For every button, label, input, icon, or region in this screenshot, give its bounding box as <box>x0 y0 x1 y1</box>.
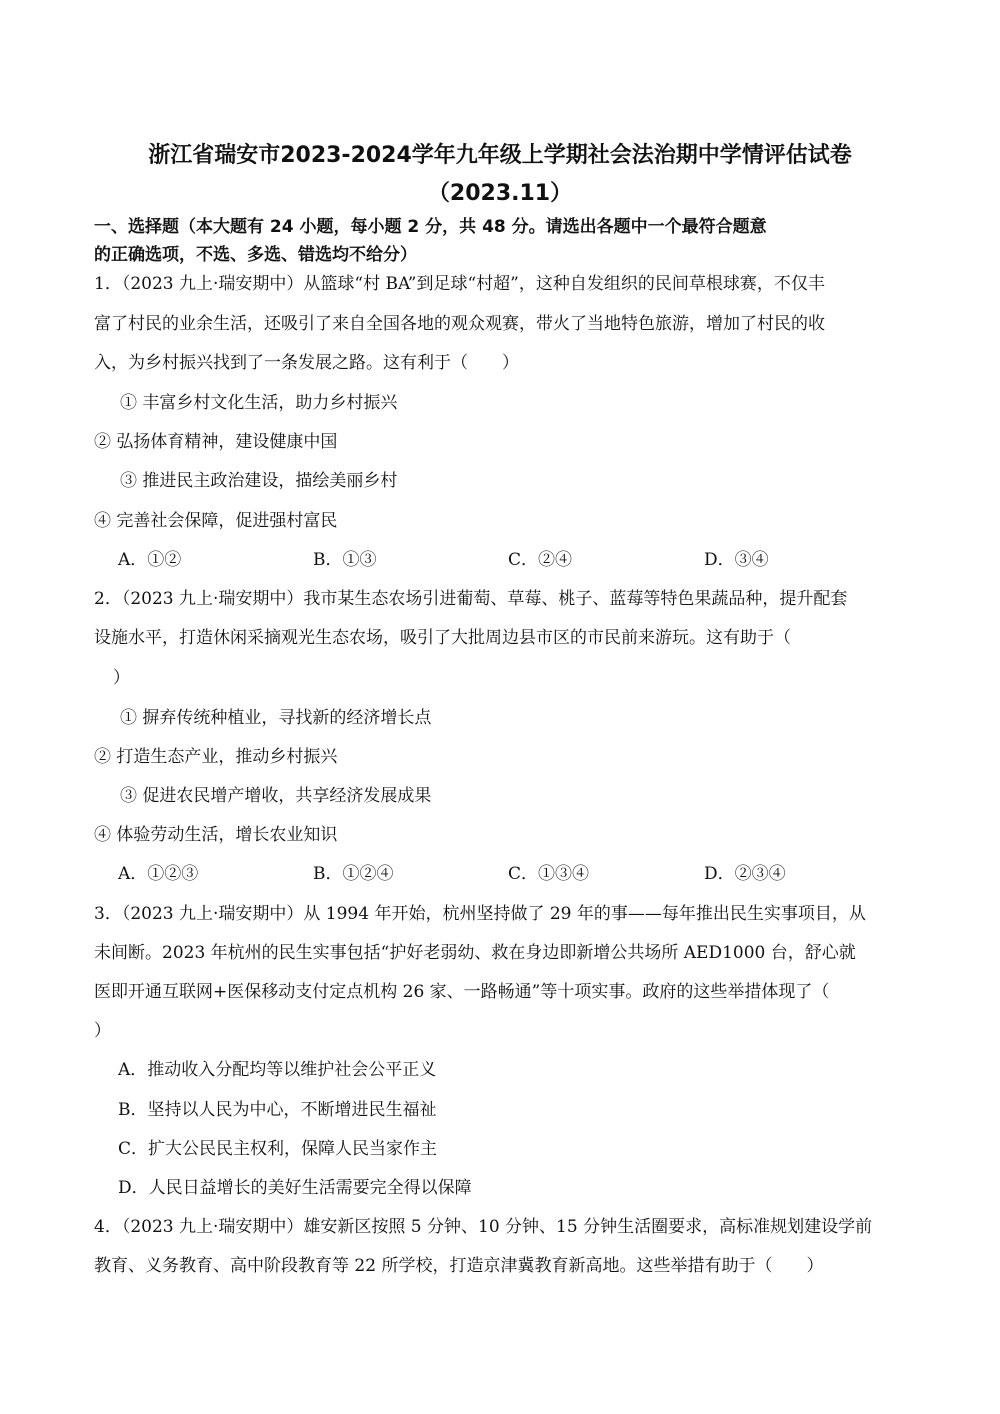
section-heading-line1: 一、选择题（本大题有 24 小题，每小题 2 分，共 48 分。请选出各题中一个最符合题意 <box>94 217 767 237</box>
q2-stem-line2: 设施水平，打造休闲采摘观光生态农场，吸引了大批周边县市区的市民前来游玩。这有助于（ <box>94 628 791 648</box>
q3-stem-line4: ） <box>94 1021 111 1041</box>
exam-date: （2023.11） <box>427 181 573 206</box>
q3-stem-line2: 未间断。2023 年杭州的民生实事包括“护好老弱幼、救在身边即新增公共场所 AED1000 台，舒心就 <box>94 943 856 963</box>
page-title: 浙江省瑞安市2023-2024学年九年级上学期社会法治期中学情评估试卷 <box>148 143 852 168</box>
q4-stem-line2: 教育、义务教育、高中阶段教育等 22 所学校，打造京津冀教育新高地。这些举措有助于（ ） <box>94 1256 824 1276</box>
q3-stem-line3: 医即开通互联网+医保移动支付定点机构 26 家、一路畅通”等十项实事。政府的这些举措体现了（ <box>94 982 830 1002</box>
q2-option-a[interactable]: A．①②③ <box>118 864 199 884</box>
q2-item-4: ④ 体验劳动生活，增长农业知识 <box>94 825 338 845</box>
q2-item-2: ② 打造生态产业，推动乡村振兴 <box>94 747 338 767</box>
q1-stem-line3: 入，为乡村振兴找到了一条发展之路。这有利于（ ） <box>94 353 519 373</box>
q1-item-3: ③ 推进民主政治建设，描绘美丽乡村 <box>120 471 398 491</box>
q1-stem-line1: 1．（2023 九上·瑞安期中）从篮球“村 BA”到足球“村超”，这种自发组织的民间草根球赛，不仅丰 <box>94 274 825 294</box>
q2-option-d[interactable]: D．②③④ <box>704 864 786 884</box>
q2-option-b[interactable]: B．①②④ <box>313 864 394 884</box>
q1-stem-line2: 富了村民的业余生活，还吸引了来自全国各地的观众观赛，带火了当地特色旅游，增加了村民的收 <box>94 314 825 334</box>
q3-option-a[interactable]: A．推动收入分配均等以维护社会公平正义 <box>118 1060 437 1080</box>
q2-item-3: ③ 促进农民增产增收，共享经济发展成果 <box>120 786 432 806</box>
q1-item-1: ① 丰富乡村文化生活，助力乡村振兴 <box>120 393 398 413</box>
q2-stem-line3: ） <box>113 668 130 688</box>
q1-option-c[interactable]: C．②④ <box>508 550 573 570</box>
q1-option-b[interactable]: B．①③ <box>313 550 377 570</box>
q1-option-d[interactable]: D．③④ <box>704 550 769 570</box>
q1-option-a[interactable]: A．①② <box>118 550 182 570</box>
q2-stem-line1: 2．（2023 九上·瑞安期中）我市某生态农场引进葡萄、草莓、桃子、蓝莓等特色果蔬品种，提升配套 <box>94 589 848 609</box>
q2-option-c[interactable]: C．①③④ <box>508 864 590 884</box>
q2-item-1: ① 摒弃传统种植业，寻找新的经济增长点 <box>120 708 432 728</box>
q1-item-4: ④ 完善社会保障，促进强村富民 <box>94 511 338 531</box>
section-heading-line2: 的正确选项，不选、多选、错选均不给分） <box>94 245 417 265</box>
q3-stem-line1: 3．（2023 九上·瑞安期中）从 1994 年开始，杭州坚持做了 29 年的事——每年推出民生实事项目，从 <box>94 904 866 924</box>
q3-option-c[interactable]: C．扩大公民民主权利，保障人民当家作主 <box>118 1139 438 1159</box>
q3-option-d[interactable]: D．人民日益增长的美好生活需要完全得以保障 <box>118 1178 472 1198</box>
q3-option-b[interactable]: B．坚持以人民为中心，不断增进民生福祉 <box>118 1100 437 1120</box>
q4-stem-line1: 4．（2023 九上·瑞安期中）雄安新区按照 5 分钟、10 分钟、15 分钟生活圈要求，高标准规划建设学前 <box>94 1217 873 1237</box>
q1-item-2: ② 弘扬体育精神，建设健康中国 <box>94 432 338 452</box>
